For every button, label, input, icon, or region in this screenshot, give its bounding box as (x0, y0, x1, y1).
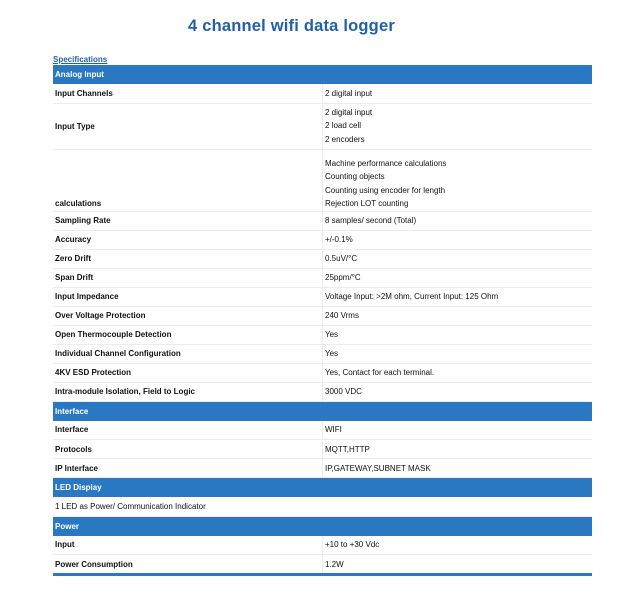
table-row (53, 268, 592, 287)
spec-value-line: Counting objects (325, 172, 385, 181)
table-row (53, 103, 592, 149)
table-row (53, 555, 592, 574)
spec-value-line: 2 encoders (325, 134, 365, 144)
spec-value-line: Rejection LOT counting (325, 199, 409, 208)
specifications-label: Specifications (53, 55, 108, 64)
table-row (53, 536, 592, 555)
spec-value: Yes (323, 344, 593, 363)
specifications-table (53, 65, 592, 574)
spec-key: Individual Channel Configuration (53, 344, 323, 363)
spec-value: 3000 VDC (323, 382, 593, 401)
table-row (53, 459, 592, 478)
table-row (53, 230, 592, 249)
spec-value: Yes, Contact for each terminal. (323, 363, 593, 382)
table-row (53, 211, 592, 230)
page-title: 4 channel wifi data logger (188, 17, 395, 35)
spec-value: +10 to +30 Vdc (323, 536, 593, 555)
spec-value: 25ppm/°C (323, 268, 593, 287)
table-bottom-border (53, 573, 592, 576)
table-row (53, 149, 592, 211)
spec-value-line: Machine performance calculations (325, 158, 447, 168)
spec-key: Accuracy (53, 230, 323, 249)
spec-key: Input Type (53, 103, 323, 149)
section-header-label: Interface (53, 401, 592, 421)
table-row (53, 84, 592, 103)
table-row (53, 287, 592, 306)
section-header-power (53, 516, 592, 536)
table-row (53, 421, 592, 440)
spec-value: Voltage Input: >2M ohm, Current Input: 125 Ohm (323, 287, 593, 306)
spec-key: Input Channels (53, 84, 323, 103)
spec-key: Zero Drift (53, 249, 323, 268)
spec-value: 0.5uV/°C (323, 249, 593, 268)
spec-key: Input (53, 536, 323, 555)
section-header-interface (53, 401, 592, 421)
spec-value (323, 149, 593, 211)
spec-key: IP Interface (53, 459, 323, 478)
table-row (53, 363, 592, 382)
table-row (53, 325, 592, 344)
section-header-label: Analog Input (53, 65, 592, 84)
spec-value (323, 103, 593, 149)
spec-key: Interface (53, 421, 323, 440)
spec-key: Intra-module Isolation, Field to Logic (53, 382, 323, 401)
spec-key: Input Impedance (53, 287, 323, 306)
spec-key: 4KV ESD Protection (53, 363, 323, 382)
table-row (53, 249, 592, 268)
table-row (53, 440, 592, 459)
spec-key: Sampling Rate (53, 211, 323, 230)
spec-key: Open Thermocouple Detection (53, 325, 323, 344)
section-header-label: LED Display (53, 478, 592, 498)
spec-value: Yes (323, 325, 593, 344)
spec-key: Span Drift (53, 268, 323, 287)
section-header-analog-input (53, 65, 592, 84)
table-row (53, 497, 592, 516)
table-row (53, 306, 592, 325)
spec-key: Over Voltage Protection (53, 306, 323, 325)
spec-value: MQTT,HTTP (323, 440, 593, 459)
spec-value: 1.2W (323, 555, 593, 574)
spec-value-line: 2 digital input (325, 107, 373, 117)
section-header-label: Power (53, 516, 592, 536)
table-row (53, 382, 592, 401)
spec-value: 2 digital input (323, 84, 593, 103)
spec-key: Power Consumption (53, 555, 323, 574)
spec-value: WIFI (323, 421, 593, 440)
spec-value-line: 2 load cell (325, 121, 362, 131)
spec-value: 240 Vrms (323, 306, 593, 325)
spec-value: 8 samples/ second (Total) (323, 211, 593, 230)
led-display-text: 1 LED as Power/ Communication Indicator (53, 497, 592, 516)
spec-value-line: Counting using encoder for length (325, 185, 446, 195)
spec-value: +/-0.1% (323, 230, 593, 249)
spec-key: calculations (53, 149, 323, 211)
table-row (53, 344, 592, 363)
section-header-led-display (53, 478, 592, 498)
spec-value: IP,GATEWAY,SUBNET MASK (323, 459, 593, 478)
spec-key: Protocols (53, 440, 323, 459)
